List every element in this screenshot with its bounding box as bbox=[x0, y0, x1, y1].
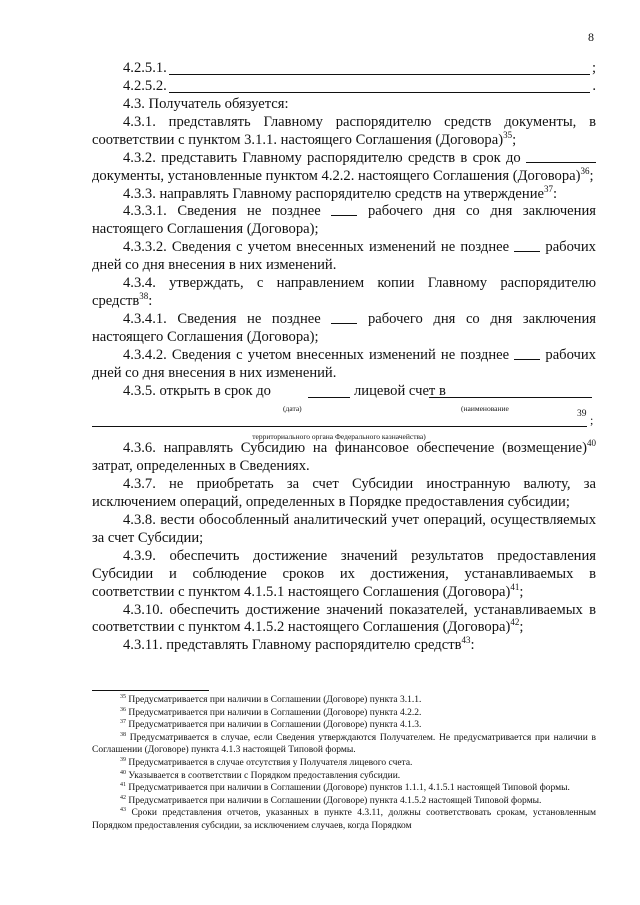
footnote-ref: 42 bbox=[510, 617, 520, 628]
footnote-ref: 37 bbox=[543, 183, 553, 194]
paragraph-4-3-3-2: 4.3.3.2. Сведения с учетом внесенных изменений не позднее рабочих дней со дня внесения в них изменений. bbox=[92, 239, 596, 274]
footnote: $^{40}$ Указывается в соответствии с Порядком предоставления субсидии. bbox=[120, 769, 401, 781]
footnote-separator bbox=[92, 690, 209, 691]
paragraph-4-3-2: 4.3.2. представить Главному распорядителю средств в срок до документы, установленные пунктом 4.2.2. настоящего Соглашения (Договора)$^{36}$; bbox=[92, 150, 596, 186]
item-label: 4.2.5.1. bbox=[123, 60, 167, 77]
footnote: $^{36}$ Предусматривается при наличии в Соглашении (Договоре) пункта 4.2.2. bbox=[120, 706, 422, 718]
blank-days bbox=[331, 203, 357, 216]
field-captions bbox=[92, 400, 596, 420]
caption-org: территориального органа Федерального казначейства) bbox=[252, 432, 426, 442]
paragraph-4-3-5: 4.3.5. открыть в срок до лицевой счет в bbox=[92, 383, 596, 401]
paragraph-4-3-9: 4.3.9. обеспечить достижение значений результатов предоставления Субсидии и соблюдение сроков их достижения, устанавливаемых в соответствии с пунктом 4.1.5.1 настоящего Соглашения (Договора)$^{41}$; bbox=[92, 547, 596, 600]
caption-name: (наименование bbox=[461, 404, 509, 414]
footnote: $^{37}$ Предусматривается при наличии в Соглашении (Договоре) пункта 4.1.3. bbox=[120, 719, 422, 731]
blank-line-4251 bbox=[92, 60, 596, 78]
footnote-ref: 43 bbox=[461, 635, 471, 646]
paragraph-4-3-3-1: 4.3.3.1. Сведения не позднее рабочего дня со дня заключения настоящего Соглашения (Договора); bbox=[92, 203, 596, 238]
blank-days bbox=[331, 311, 357, 324]
paragraph-4-3-10: 4.3.10. обеспечить достижение значений показателей, устанавливаемых в соответствии с пунктом 4.1.5.2 настоящего Соглашения (Договора)$^{42}$; bbox=[92, 601, 596, 636]
caption-date: (дата) bbox=[283, 404, 302, 414]
blank-date bbox=[526, 150, 596, 163]
footnote: $^{43}$ Сроки представления отчетов, указанных в пункте 4.3.11, должны соответствовать срокам, установленным Порядком предоставления субсидии, за исключением случаев, когда Порядком bbox=[92, 807, 596, 831]
footnote-ref: 39 bbox=[577, 409, 587, 420]
paragraph-4-3-3: 4.3.3. направлять Главному распорядителю средств на утверждение$^{37}$: bbox=[123, 183, 558, 202]
footnote: $^{35}$ Предусматривается при наличии в Соглашении (Договоре) пункта 3.1.1. bbox=[120, 694, 422, 705]
footnote-ref: 36 bbox=[580, 165, 590, 176]
paragraph-4-3-7: 4.3.7. не приобретать за счет Субсидии иностранную валюту, за исключением операций, определенных в Порядке предоставления субсидии; bbox=[92, 476, 596, 511]
punct: . bbox=[592, 78, 596, 95]
paragraph-4-3: 4.3. Получатель обязуется: bbox=[123, 96, 289, 112]
paragraph-4-3-1: 4.3.1. представлять Главному распорядителю средств документы, в соответствии с пунктом 3.1.1. настоящего Соглашения (Договора)$^{35}$; bbox=[92, 113, 596, 148]
blank-days bbox=[514, 347, 540, 360]
fill-in-rule bbox=[169, 78, 591, 93]
document-body bbox=[92, 60, 596, 655]
footnotes bbox=[92, 694, 596, 833]
footnote-ref: 41 bbox=[510, 581, 520, 592]
blank-line-4252 bbox=[92, 78, 596, 96]
paragraph-4-3-11: 4.3.11. представлять Главному распорядителю средств$^{43}$: bbox=[123, 635, 475, 654]
org-name-line: ; bbox=[92, 414, 596, 428]
punct: ; bbox=[591, 60, 596, 77]
footnote: $^{41}$ Предусматривается при наличии в Соглашении (Договоре) пунктов 1.1.1, 4.1.5.1 настоящей Типовой формы. bbox=[120, 782, 570, 794]
blank-days bbox=[514, 239, 540, 252]
fill-in-rule bbox=[169, 60, 590, 75]
blank-org-name bbox=[429, 383, 592, 398]
paragraph-4-3-4-2: 4.3.4.2. Сведения с учетом внесенных изменений не позднее рабочих дней со дня внесения в них изменений. bbox=[92, 346, 596, 381]
footnote-ref: 40 bbox=[587, 438, 596, 449]
paragraph-4-3-4-1: 4.3.4.1. Сведения не позднее рабочего дня со дня заключения настоящего Соглашения (Договора); bbox=[92, 310, 596, 345]
blank-date bbox=[308, 383, 350, 398]
fill-in-rule bbox=[92, 414, 587, 427]
paragraph-4-3-8: 4.3.8. вести обособленный аналитический учет операций, осуществляемых за счет Субсидии; bbox=[92, 512, 596, 546]
footnote-ref: 38 bbox=[139, 290, 149, 301]
footnote: $^{42}$ Предусматривается при наличии в Соглашении (Договоре) пункта 4.1.5.2 настоящей Типовой формы. bbox=[120, 794, 542, 806]
paragraph-4-3-4: 4.3.4. утверждать, с направлением копии Главному распорядителю средств$^{38}$: bbox=[92, 275, 596, 309]
page-number: 8 bbox=[588, 30, 594, 44]
footnote: $^{38}$ Предусматривается в случае, если Сведения утверждаются Получателем. Не предусматривается при наличии в Соглашении (Договоре) пункта 4.1.3 настоящей Типовой формы. bbox=[92, 731, 597, 756]
footnote-ref: 35 bbox=[503, 129, 513, 140]
paragraph-4-3-6: 4.3.6. направлять Субсидию на финансовое обеспечение (возмещение)$^{40}$ затрат, определенных в Сведениях. bbox=[92, 438, 596, 475]
footnote: $^{39}$ Предусматривается в случае отсутствия у Получателя лицевого счета. bbox=[120, 756, 413, 768]
item-label: 4.2.5.2. bbox=[123, 78, 167, 95]
